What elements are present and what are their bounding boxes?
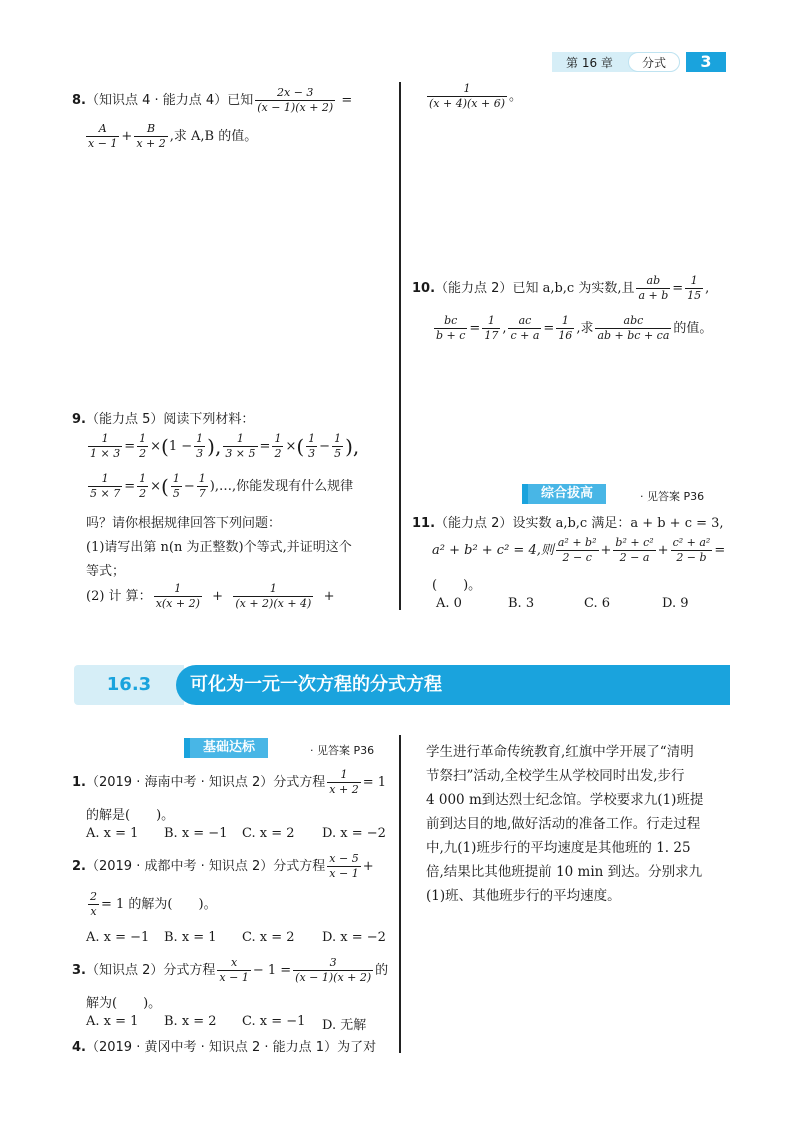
question-9-line2: $\frac{1}{1 \times 3}$ = $\frac{1}{2}$ ×(1 − $\frac{1}{3}$ ), $\frac{1}{3 \times 5}$ = $\frac{1}{2}$ ×( $\frac{1}{3}$ − $\frac{1}{5}$ ), [90,432,360,460]
option-c: C. x = 2 [242,826,295,841]
question-number: 3. [72,963,86,978]
section-title: 可化为一元一次方程的分式方程 [176,665,730,705]
question-1-line2: 的解是( )。 [86,808,175,823]
question-9-line6: 等式； [86,564,126,579]
question-number: 9. [72,412,86,427]
question-3-line2: 解为( )。 [86,996,162,1011]
fraction: $\frac{\text{abc}}{ab + bc + ca}$ [597,314,670,342]
question-number: 10. [412,281,436,296]
fraction: $\frac{1}{16}$ [558,314,573,342]
fraction: $\frac{ab}{a + b}$ [638,274,669,302]
question-9-line1: 9.（能力点 5）阅读下列材料： [72,412,255,427]
question-tags: （能力点 5） [85,412,164,427]
option-d: D. 无解 [322,1018,367,1033]
question-4-line1: 4.（2019 · 黄冈中考 · 知识点 2 · 能力点 1）为了对 [72,1040,377,1055]
question-number: 1. [72,775,86,790]
chapter-title: 分式 [642,56,667,70]
option-b: B. 3 [508,596,535,611]
question-11-line2: a² + b² + c² = 4,则 $\frac{\text{a² + b²}}{2 - c}$ + $\frac{\text{b² + c²}}{2 - a}$ + $\frac{\text{c² + a²}}{2 - b}$ = [432,536,726,564]
option-a: A. x = 1 [86,826,139,841]
question-number: 8. [72,93,86,108]
option-a: A. x = −1 [86,930,150,945]
option-b: B. x = −1 [164,826,228,841]
chapter-label: 第 16 章 [566,56,613,70]
question-tags: （2019 · 成都中考 · 知识点 2） [85,859,274,874]
question-11-blank: ( )。 [432,578,482,593]
page-number: 3 [686,52,726,72]
fraction: $\frac{2x - 3}{(x - 1)(x + 2)}$ [257,86,334,114]
option-b: B. x = 1 [164,930,217,945]
question-9-line5: (1)请写出第 n(n 为正整数)个等式,并证明这个 [86,540,352,555]
question-tags: （能力点 2） [435,281,513,296]
question-tags: （能力点 2） [435,516,513,531]
option-c: C. x = 2 [242,930,295,945]
fraction: $\frac{1}{17}$ [484,314,499,342]
option-d: D. x = −2 [322,930,386,945]
option-b: B. x = 2 [164,1014,217,1029]
question-2-line2: $\frac{2}{x}$ = 1 的解为( )。 [90,890,217,918]
question-2-line1: 2.（2019 · 成都中考 · 知识点 2）分式方程 $\frac{x - 5}{x - 1}$ + [72,852,374,880]
fraction: $\frac{ac}{c + a}$ [510,314,540,342]
question-tags: （知识点 4 · 能力点 4） [85,93,228,108]
question-10-line1: 10.（能力点 2）已知 a,b,c 为实数,且 $\frac{ab}{a + b}$ = $\frac{1}{15}$ , [412,274,710,302]
fraction: $\frac{1}{15}$ [687,274,702,302]
question-tags: （知识点 2） [85,963,164,978]
option-c: C. x = −1 [242,1014,306,1029]
question-9-continuation: $\frac{1}{(x + 4)(x + 6)}$ 。 [429,82,523,110]
question-10-line2: $\frac{bc}{b + c}$ = $\frac{1}{17}$ , $\frac{ac}{c + a}$ = $\frac{1}{16}$ ,求 $\frac{\text{abc}}{ab + bc + ca}$ 的值。 [436,314,713,342]
question-1-line1: 1.（2019 · 海南中考 · 知识点 2）分式方程 $\frac{1}{x + 2}$ = 1 [72,768,387,796]
question-9-line3: $\frac{1}{5 \times 7}$ = $\frac{1}{2}$ ×( $\frac{1}{5}$ − $\frac{1}{7}$ ),…,你能发现有什么规律 [90,472,354,500]
section-tag-advanced: 综合拔高 [528,484,606,504]
answer-reference: · 见答案 P36 [640,490,705,503]
fraction: $\frac{bc}{b + c}$ [436,314,466,342]
question-number: 11. [412,516,436,531]
question-9-line4: 吗？请你根据规律回答下列问题： [86,516,282,531]
question-4-continuation: 学生进行革命传统教育,红旗中学开展了“清明 节祭扫”活动,全校学生从学校同时出发,步行 4 000 m到达烈士纪念馆。学校要求九(1)班提 前到达目的地,做好活动的准备工作。行走过程 中,九(1)班步行的平均速度是其他班的 1. 25 倍,结果比其他班提前 10 min 到达。分别求九 (1)班、其他班步行的平均速度。 [426,744,704,904]
option-a: A. x = 1 [86,1014,139,1029]
option-a: A. 0 [436,596,462,611]
question-8-line1: 8.（知识点 4 · 能力点 4）已知 $\frac{2x - 3}{(x - 1)(x + 2)}$ = [72,86,353,114]
question-tags: （2019 · 黄冈中考 · 知识点 2 · 能力点 1） [85,1040,338,1055]
answer-reference: · 见答案 P36 [310,744,375,757]
fraction: $\frac{A}{x - 1}$ [88,122,118,150]
option-d: D. 9 [662,596,689,611]
question-tags: （2019 · 海南中考 · 知识点 2） [85,775,274,790]
question-3-line1: 3.（知识点 2）分式方程 $\frac{x}{x - 1}$ − 1 = $\frac{3}{(x - 1)(x + 2)}$ 的 [72,956,389,984]
question-9-line7: (2) 计 算： $\frac{1}{x(x + 2)}$ + $\frac{1}{(x + 2)(x + 4)}$ + [86,582,335,610]
section-tag-basic: 基础达标 [190,738,268,758]
question-number: 2. [72,859,86,874]
question-11-line1: 11.（能力点 2）设实数 a,b,c 满足：a + b + c = 3, [412,516,724,531]
column-divider-bottom [399,735,401,1053]
section-number: 16.3 [74,665,184,705]
option-c: C. 6 [584,596,611,611]
column-divider-top [399,82,401,610]
option-d: D. x = −2 [322,826,386,841]
question-number: 4. [72,1040,86,1055]
fraction: $\frac{B}{x + 2}$ [136,122,166,150]
fraction: $\frac{1}{(x + 4)(x + 6)}$ [429,82,505,110]
question-8-line2: $\frac{A}{x - 1}$ + $\frac{B}{x + 2}$ ,求 A,B 的值。 [88,122,258,150]
